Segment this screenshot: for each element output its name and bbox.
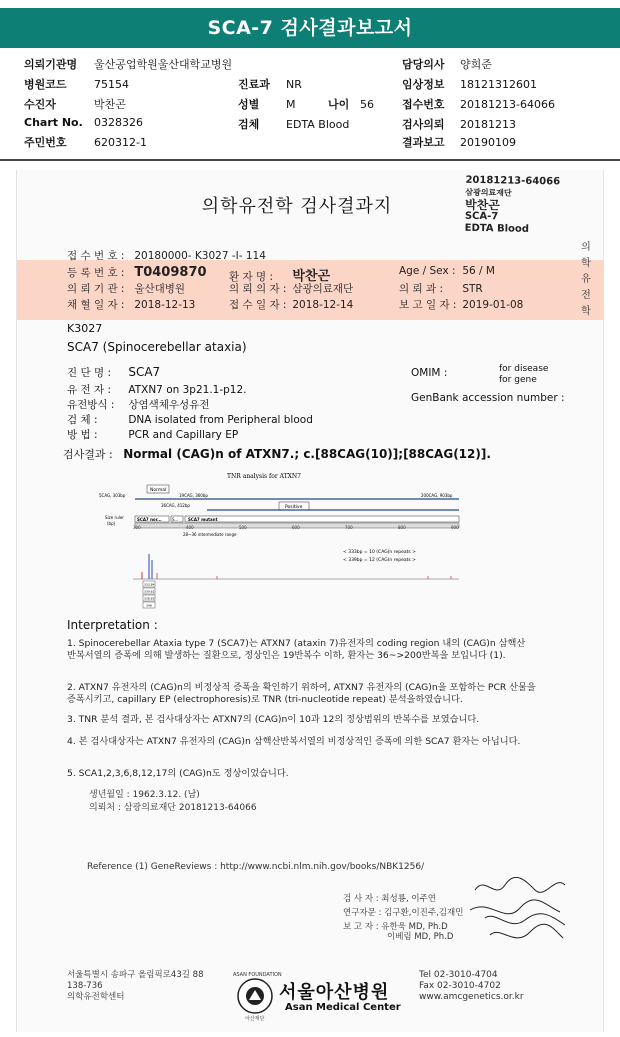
ruler-tick: 700 (345, 525, 353, 530)
sca7-mutant-label: SCA7 mutant (188, 517, 218, 522)
reference: Reference (1) GeneReviews : http://www.ncbi.nlm.nih.gov/books/NBK1256/ (87, 862, 425, 872)
ruler-tick: 600 (292, 525, 300, 530)
peak-label-4: 348 (146, 603, 152, 608)
normal-label: Normal (150, 488, 167, 493)
hospital-name: 서울아산병원 (279, 982, 390, 1003)
header-sex: 성별 M (238, 98, 296, 111)
report-title: 의학유전학 검사결과지 (201, 196, 393, 217)
reported-date: 보 고 일 자 : 2019-01-08 (399, 299, 524, 311)
signer-tester: 검 사 자 : 최성룡, 이주연 (343, 894, 436, 904)
interpretation-5: 5. SCA1,2,3,6,8,12,17의 (CAG)n도 정상이었습니다. (67, 768, 289, 779)
address-line-2: 138-736 (67, 981, 103, 991)
header-request-date: 검사의뢰 20181213 (402, 118, 516, 131)
emblem-text-bottom: 아산재단 (245, 1016, 265, 1022)
case-id: K3027 (67, 322, 103, 335)
vertical-stamp: 의 학 유 전 학 (581, 242, 591, 317)
disease-name: SCA7 (Spinocerebellar ataxia) (67, 340, 247, 354)
genbank-accession: GenBank accession number : (411, 392, 565, 404)
asan-foundation-emblem (237, 978, 273, 1014)
signer-reporter-2: 이베림 MD, Ph.D (387, 932, 454, 942)
signer-advisors: 연구자문 : 김구환,이진주,김재민 (343, 908, 464, 918)
header-receipt-no: 접수번호 20181213-64066 (402, 98, 555, 111)
requesting-sender: 의 뢰 의 자 : 삼광의료재단 (229, 283, 354, 295)
omim-gene: for gene (499, 375, 537, 385)
report-title-bar: SCA-7 검사결과보고서 (0, 8, 620, 48)
ruler-unit: (bp) (107, 521, 116, 526)
patient-name: 환 자 명 : 박찬곤 (229, 269, 331, 284)
inheritance: 유전방식 : 상염색체우성유전 (67, 399, 210, 411)
ruler-tick: 300 (133, 525, 141, 530)
figure-title: TNR analysis for ATXN7 (227, 473, 301, 480)
cag5-label: 5CAG, 303bp (99, 493, 126, 498)
interpretation-2: 2. ATXN7 유전자의 (CAG)n의 비정상적 증폭을 확인하기 위하여, ATXN7 유전자의 (CAG)n을 포함하는 PCR 산물을 증폭시키고, capillary EP (electrophoresis)로 TNR (tri-nucleotide repeat) 분석을하였습니다. (67, 682, 536, 705)
ruler-tick: 900 (451, 525, 459, 530)
omim-label: OMIM : (411, 367, 448, 379)
requesting-department: 의 뢰 과 : STR (399, 283, 483, 295)
header-physician: 담당의사 양희준 (402, 58, 492, 71)
website: www.amcgenetics.or.kr (419, 992, 524, 1002)
age-sex: Age / Sex : 56 / M (399, 265, 495, 277)
peak-label-3: 338.85 (144, 596, 155, 601)
interpretation-1: 1. Spinocerebellar Ataxia type 7 (SCA7)는 ATXN7 (ataxin 7)유전자의 coding region 내의 (CAG)n 삼핵산 반복서열의 증폭에 의해 발생하는 질환으로, 정상인은 19반복수 이하, 환자는 36~>200반복을 보입니다 (1). (67, 638, 526, 661)
received-date: 접 수 일 자 : 2018-12-14 (229, 299, 354, 311)
ruler-tick: 800 (398, 525, 406, 530)
sca7-normal-label: SCA7 nor... (137, 517, 162, 522)
repeat-10-label: < 333bp = 10 (CAG)n repeats > (343, 550, 416, 555)
sca7-mutant-bar (185, 516, 459, 522)
ruler-tick: 500 (239, 525, 247, 530)
header-patient: 수진자 박찬곤 (24, 98, 126, 111)
cag200-label: 200CAG, 903bp (421, 493, 453, 498)
header-age: 나이 56 (328, 98, 374, 111)
cag36-label: 36CAG, 412bp (161, 503, 190, 508)
collection-date: 채 혈 일 자 : 2018-12-13 (67, 299, 196, 311)
interpretation-4: 4. 본 검사대상자는 ATXN7 유전자의 (CAG)n 삼핵산반복서열의 비정상적인 증폭에 의한 SCA7 환자는 아닙니다. (67, 736, 521, 747)
address-line-3: 의학유전학센터 (67, 992, 125, 1002)
requesting-lab: 의뢰처 : 삼광의료재단 20181213-64066 (89, 803, 257, 813)
test-result: 검사결과 : Normal (CAG)n of ATXN7.; c.[88CAG(10)];[88CAG(12)]. (63, 447, 491, 461)
specimen-label: 20181213-64066 삼광의료재단 박찬곤 SCA-7 EDTA Blood (464, 174, 561, 235)
omim-disease: for disease (499, 364, 549, 374)
header-institution: 의뢰기관명 울산공업학원울산대학교병원 (24, 58, 233, 71)
header-resident-no: 주민번호 620312-1 (24, 136, 147, 149)
header-report-date: 결과보고 20190109 (402, 136, 516, 149)
interpretation-title: Interpretation : (67, 618, 158, 632)
method: 방 법 : PCR and Capillary EP (67, 429, 239, 441)
receipt-number: 접 수 번 호 : 20180000- K3027 -I- 114 (67, 250, 266, 262)
scanned-report (16, 170, 604, 1032)
tnr-analysis-figure (99, 468, 479, 613)
handwritten-signature (465, 870, 575, 950)
interpretation-3: 3. TNR 분석 결과, 본 검사대상자는 ATXN7의 (CAG)n이 10과 12의 정상범위의 반복수를 보였습니다. (67, 714, 480, 725)
fax: Fax 02-3010-4702 (419, 981, 501, 991)
emblem-text-top: ASAN FOUNDATION (233, 972, 282, 978)
registration-number: 등 록 번 호 : T0409870 (67, 265, 207, 280)
cag19-label: 19CAG, 360bp (179, 493, 208, 498)
header-specimen: 검체 EDTA Blood (238, 118, 350, 131)
header-clinical-info: 임상정보 18121312601 (402, 78, 537, 91)
requesting-institution: 의 뢰 기 관 : 울산대병원 (67, 283, 186, 295)
intermediate-range-label: 28~36 intermediate range (183, 532, 237, 537)
header-department: 진료과 NR (238, 78, 302, 91)
peak-label-1: 333.84 (144, 582, 155, 587)
ruler-tick: 400 (186, 525, 194, 530)
ruler-label: Size ruler (105, 515, 124, 520)
header-divider (0, 159, 620, 161)
positive-label: Positive (285, 505, 303, 510)
address-line-1: 서울특별시 송파구 올림픽로43길 88 (67, 970, 204, 980)
specimen: 검 체 : DNA isolated from Peripheral blood (67, 414, 313, 426)
diagnosis: 진 단 명 : SCA7 (67, 365, 161, 379)
gene: 유 전 자 : ATXN7 on 3p21.1-p12. (67, 384, 247, 396)
sca7-short-label: S... (172, 517, 179, 522)
header-hospital-code: 병원코드 75154 (24, 78, 129, 91)
header-chart-no: Chart No. 0328326 (24, 116, 143, 129)
date-of-birth: 생년월일 : 1962.3.12. (남) (89, 790, 200, 800)
hospital-name-en: Asan Medical Center (285, 1002, 401, 1013)
phone: Tel 02-3010-4704 (419, 970, 498, 980)
signer-reporter: 보 고 자 : 유한욱 MD, Ph.D (343, 922, 448, 932)
repeat-12-label: < 339bp = 12 (CAG)n repeats > (343, 558, 416, 563)
peak-label-2: 339.62 (144, 589, 155, 594)
